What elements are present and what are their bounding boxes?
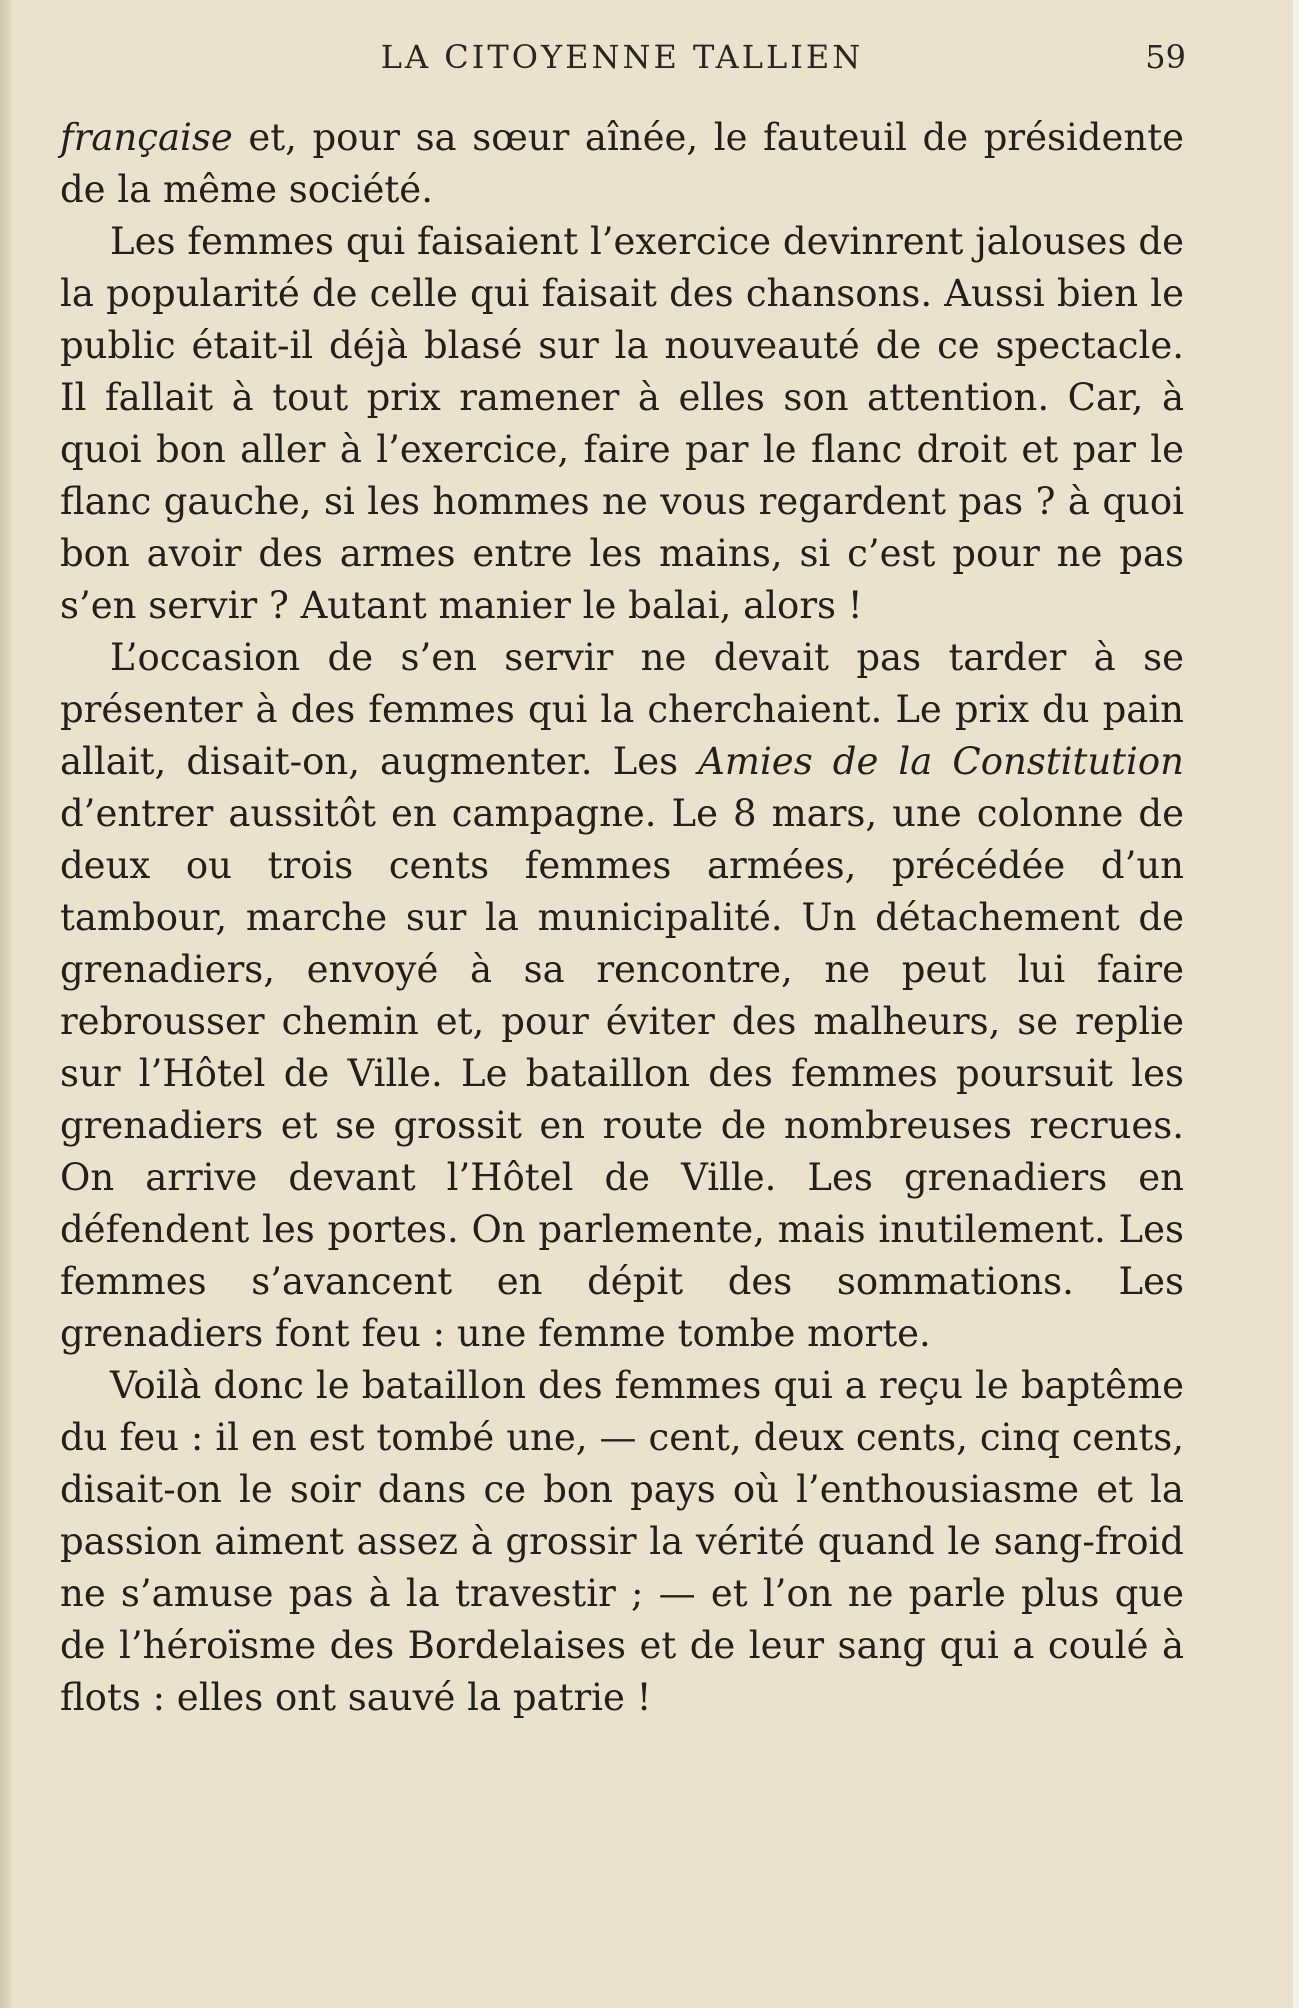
paragraph-3-text-after: d’entrer aussitôt en campagne. Le 8 mars, une colonne de deux ou trois cents femmes armées, précédée d’un tambour, marche sur la municipalité. Un détachement de grenadiers, envoyé à sa rencontre, ne peut lui faire rebrousser chemin et, pour éviter des malheurs, se replie sur l’Hôtel de Ville. Le bataillon des femmes poursuit les grenadiers et se grossit en route de nombreuses recrues. On arrive devant l’Hôtel de Ville. Les grenadiers en défendent les portes. On parlemente, mais inutilement. Les femmes s’avancent en dépit des sommations. Les grenadiers font feu : une femme tombe morte.: [60, 792, 1184, 1355]
page-header: [58, 38, 1186, 88]
paragraph-4: Voilà donc le bataillon des femmes qui a reçu le baptême du feu : il en est tombé une, — cent, deux cents, cinq cents, disait-on le soir dans ce bon pays où l’enthousiasme et la passion aiment assez à grossir la vérité quand le sang-froid ne s’amuse pas à la travestir ; — et l’on ne parle plus que de l’héroïsme des Bordelaises et de leur sang qui a coulé à flots : elles ont sauvé la patrie !: [60, 1364, 1184, 1719]
page-right-margin: [1293, 0, 1299, 2008]
paragraph-1: [60, 112, 1184, 216]
italic-society-name: Amies de la Constitution: [698, 740, 1184, 783]
paragraph-1-text: et, pour sa sœur aînée, le fauteuil de présidente de la même société.: [60, 116, 1184, 211]
italic-word-francaise: française: [60, 116, 233, 159]
paragraph-3: [60, 632, 1184, 1360]
paragraph-3-text-before: L’occasion de s’en servir ne devait pas tarder à se présenter à des femmes qui la cherchaient. Le prix du pain allait, disait-on, augmenter. Les: [60, 636, 1184, 783]
paragraph-2: Les femmes qui faisaient l’exercice devinrent jalouses de la popularité de celle qui faisait des chansons. Aussi bien le public était-il déjà blasé sur la nouveauté de ce spectacle. Il fallait à tout prix ramener à elles son attention. Car, à quoi bon aller à l’exercice, faire par le flanc droit et par le flanc gauche, si les hommes ne vous regardent pas ? à quoi bon avoir des armes entre les mains, si c’est pour ne pas s’en servir ? Autant manier le balai, alors !: [60, 220, 1184, 627]
page-number: 59: [1145, 38, 1186, 76]
page-binding-edge: [0, 0, 12, 2008]
body-text: [60, 112, 1184, 1724]
running-title: LA CITOYENNE TALLIEN: [380, 38, 864, 76]
